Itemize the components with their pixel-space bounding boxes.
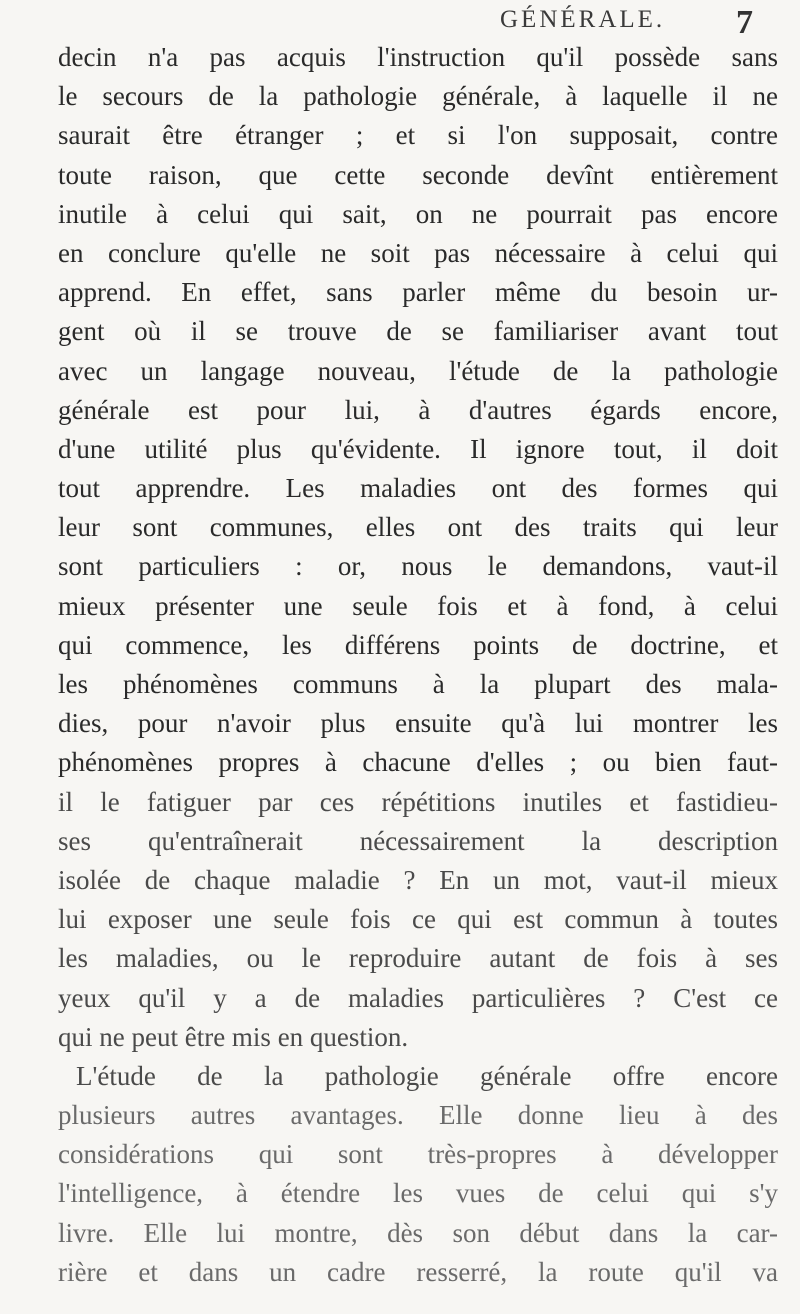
text-line: générale est pour lui, à d'autres égards encore,	[58, 394, 778, 425]
text-line: l'intelligence, à étendre les vues de celui qui s'y	[58, 1178, 778, 1209]
text-line: tout apprendre. Les maladies ont des formes qui	[58, 473, 778, 504]
body-text	[58, 38, 778, 1292]
text-line: isolée de chaque maladie ? En un mot, vaut-il mieux	[58, 864, 778, 895]
page-number: 7	[736, 4, 753, 41]
text-line: plusieurs autres avantages. Elle donne lieu à des	[58, 1100, 778, 1131]
text-line: considérations qui sont très-propres à développer	[58, 1139, 778, 1170]
text-line: il le fatiguer par ces répétitions inutiles et fastidieu-	[58, 786, 778, 817]
text-line: phénomènes propres à chacune d'elles ; ou bien faut-	[58, 747, 778, 778]
text-line: lui exposer une seule fois ce qui est commun à toutes	[58, 904, 778, 935]
text-line: d'une utilité plus qu'évidente. Il ignore tout, il doit	[58, 433, 778, 464]
paragraph-start-line: L'étude de la pathologie générale offre encore	[76, 1060, 778, 1091]
text-line: leur sont communes, elles ont des traits qui leur	[58, 512, 778, 543]
text-line: les maladies, ou le reproduire autant de fois à ses	[58, 943, 778, 974]
text-line: le secours de la pathologie générale, à laquelle il ne	[58, 81, 778, 112]
text-line: inutile à celui qui sait, on ne pourrait pas encore	[58, 198, 778, 229]
text-line: dies, pour n'avoir plus ensuite qu'à lui montrer les	[58, 708, 778, 739]
text-line: apprend. En effet, sans parler même du besoin ur-	[58, 277, 778, 308]
running-head: GÉNÉRALE.	[500, 6, 666, 33]
text-line: ses qu'entraînerait nécessairement la description	[58, 825, 778, 856]
text-line: decin n'a pas acquis l'instruction qu'il possède sans	[58, 42, 778, 72]
text-line: les phénomènes communs à la plupart des mala-	[58, 669, 778, 699]
text-line: en conclure qu'elle ne soit pas nécessaire à celui qui	[58, 237, 778, 268]
text-line: livre. Elle lui montre, dès son début dans la car-	[58, 1217, 778, 1248]
text-line: saurait être étranger ; et si l'on supposait, contre	[58, 120, 778, 151]
text-line: rière et dans un cadre resserré, la route qu'il va	[58, 1256, 778, 1287]
text-line: qui commence, les différens points de doctrine, et	[58, 629, 778, 660]
paragraph-end-line: qui ne peut être mis en question.	[58, 1021, 409, 1052]
text-line: sont particuliers : or, nous le demandons, vaut-il	[58, 551, 778, 582]
text-line: gent où il se trouve de se familiariser avant tout	[58, 316, 778, 347]
text-line: avec un langage nouveau, l'étude de la pathologie	[58, 355, 778, 386]
text-line: mieux présenter une seule fois et à fond, à celui	[58, 590, 778, 621]
text-line: yeux qu'il y a de maladies particulières ? C'est ce	[58, 982, 778, 1013]
text-line: toute raison, que cette seconde devînt entièrement	[58, 159, 778, 190]
